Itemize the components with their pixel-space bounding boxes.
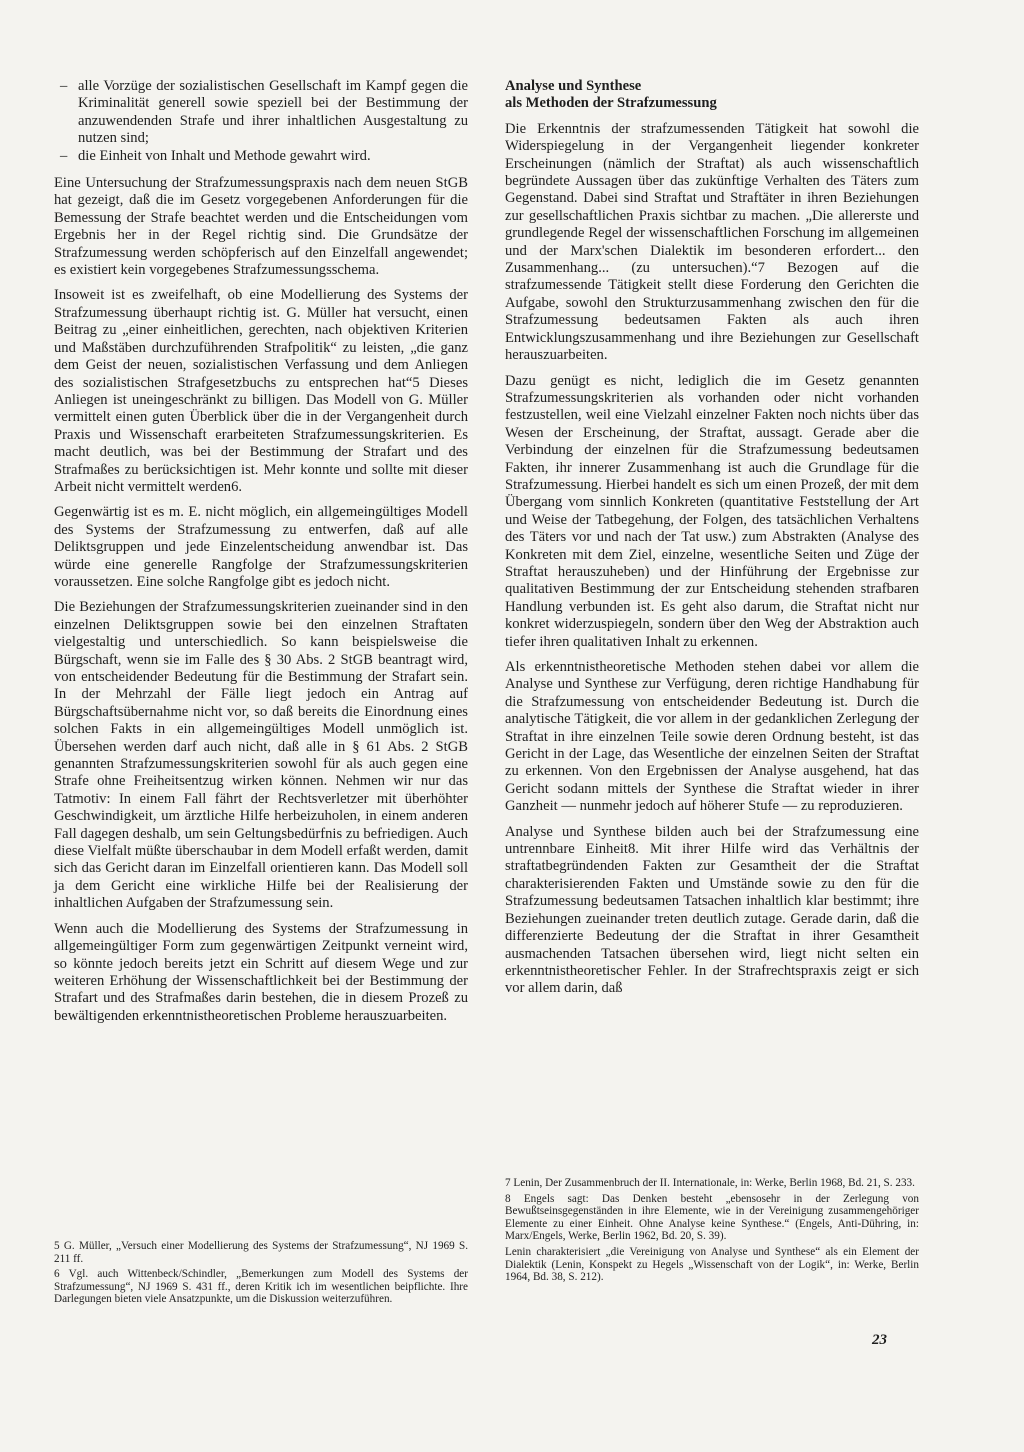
footnote: 5 G. Müller, „Versuch einer Modellierung des Systems der Strafzumessung“, NJ 1969 S. 211 ff. [54,1240,468,1265]
paragraph: Als erkenntnistheoretische Methoden stehen dabei vor allem die Analyse und Synthese zur Verfügung, deren richtige Handhabung für die Strafzumessung von entscheidender Bedeutung ist. Durch die analytische Tätigkeit, die vor allem in der gedanklichen Zerlegung der Straftat in ihre einzelnen Teile sowie deren Ordnung besteht, ist das Gericht in der Lage, das Wesentliche der einzelnen Seiten der Straftat zu erkennen. Von den Ergebnissen der Analyse ausgehend, hat das Gericht sodann mittels der Synthese die Straftat wieder in ihrer Ganzheit — nunmehr jedoch auf höherer Stufe — zu reproduzieren. [505,659,919,815]
left-footnotes [54,1240,468,1309]
bullet-item: – alle Vorzüge der sozialistischen Gesellschaft im Kampf gegen die Kriminalität generell sowie speziell bei der Bestimmung der anzuwendenden Strafe und ihrer inhaltlichen Ausgestaltung zu nutzen sind; [54,78,468,148]
footnote: Lenin charakterisiert „die Vereinigung von Analyse und Synthese“ als ein Element der Dialektik (Lenin, Konspekt zu Hegels „Wissenschaft von der Logik“, in: Werke, Berlin 1964, Bd. 38, S. 212). [505,1245,919,1284]
page-number: 23 [872,1332,887,1348]
footnote: 7 Lenin, Der Zusammenbruch der II. Internationale, in: Werke, Berlin 1968, Bd. 21, S. 233. [505,1177,915,1189]
paragraph: Die Erkenntnis der strafzumessenden Tätigkeit hat sowohl die Widerspiegelung in der Vergangenheit liegender konkreter Erscheinungen (nämlich der Straftat) als auch wissenschaftlich begründete Aussagen über das zukünftige Verhalten des Täters zum Gegenstand. Dabei sind Straftat und Straftäter in ihren Beziehungen zur gesellschaftlichen Praxis sichtbar zu machen. „Die allererste und grundlegende Regel der wissenschaftlichen Forschung im allgemeinen und der Marx'schen Dialektik im besonderen erfordert... den Zusammenhang... (zu untersuchen).“7 Bezogen auf die strafzumessende Tätigkeit stellt diese Forderung den Gerichten die Aufgabe, sowohl den Strukturzusammenhang zwischen den für die Strafzumessung bedeutsamen Fakten als auch ihren Entwicklungszusammenhang und ihre Beziehungen zur Gesellschaft herauszuarbeiten. [505,120,919,364]
paragraph: Insoweit ist es zweifelhaft, ob eine Modellierung des Systems der Strafzumessung überhaupt richtig ist. G. Müller hat versucht, einen Beitrag zu „einer einheitlichen, gerechten, nach objektiven Kriterien und Maßstäben durchzuführenden Strafpolitik“ zu leisten, „die ganz dem Geist der neuen, sozialistischen Verfassung und dem Anliegen des sozialistischen Strafgesetzbuchs zu entsprechen hat“5 Dieses Anliegen ist uneingeschränkt zu billigen. Das Modell von G. Müller vermittelt einen guten Überblick über die in der Vergangenheit durch Praxis und Wissenschaft erarbeiteten Strafzumessungskriterien. Es macht deutlich, was bei der Bestimmung der Strafart und des Strafmaßes zu berücksichtigen ist. Mehr konnte und sollte mit dieser Arbeit nicht vermittelt werden6. [54,287,468,495]
bullet-list [54,78,468,165]
paragraph: Analyse und Synthese bilden auch bei der Strafzumessung eine untrennbare Einheit8. Mit ihrer Hilfe wird das Verhältnis der straftatbegründenden Fakten zur Gesamtheit der die Straftat charakterisierenden Fakten und Umstände sowie zu den für die Strafzumessung bedeutsamen Tatsachen inhaltlich klar bestimmt; ihre Beziehungen zueinander treten deutlich zutage. Gerade darin, daß die differenzierte Bedeutung der die Straftat in ihrer Gesamtheit ausmachenden Tatsachen übersehen wird, liegt nicht selten ein erkenntnistheoretischer Fehler. In der Strafrechtspraxis zeigt er sich vor allem darin, daß [505,823,919,997]
section-heading-line: Analyse und Synthese [505,78,642,94]
right-column [505,78,919,1006]
paragraph: Die Beziehungen der Strafzumessungskriterien zueinander sind in den einzelnen Deliktsgruppen sowie bei den einzelnen Straftaten vielgestaltig und unterschiedlich. So kann beispielsweise die Bürgschaft, wenn sie im Falle des § 30 Abs. 2 StGB beantragt wird, von entscheidender Bedeutung für die Bestimmung der Strafart sein. In der Mehrzahl der Fälle liegt jedoch ein Antrag auf Bürgschaftsübernahme nicht vor, so daß bereits die Einordnung eines solchen Fakts in ein allgemeingültiges Modell unmöglich ist. Übersehen werden darf auch nicht, daß alle in § 61 Abs. 2 StGB genannten Strafzumessungskriterien sowohl für als auch gegen eine Strafe ohne Freiheitsentzug wirken können. Nehmen wir nur das Tatmotiv: In einem Fall fährt der Rechtsverletzer mit überhöhter Geschwindigkeit, um ärztliche Hilfe herbeizuholen, in einem anderen Fall dagegen deshalb, um sein Geltungsbedürfnis zu befriedigen. Auch diese Vielfalt müßte überschaubar in dem Modell erfaßt werden, damit sich das Gericht daran im Einzelfall orientieren kann. Das Modell soll ja dem Gericht eine wirkliche Hilfe bei der Realisierung der inhaltlichen Aufgaben der Strafzumessung sein. [54,599,468,912]
section-heading-line: als Methoden der Strafzumessung [505,95,717,112]
bullet-item: – die Einheit von Inhalt und Methode gewahrt wird. [54,148,468,165]
paragraph: Eine Untersuchung der Strafzumessungspraxis nach dem neuen StGB hat gezeigt, daß die im Gesetz vorgegebenen Anforderungen für die Bemessung der Strafe beachtet werden und die Entscheidungen vom Ergebnis her in der Regel richtig sind. Die Grundsätze der Strafzumessung werden schöpferisch auf den Einzelfall angewendet; es existiert kein vorgegebenes Strafzumessungsschema. [54,175,468,279]
paragraph: Dazu genügt es nicht, lediglich die im Gesetz genannten Strafzumessungskriterien als vorhanden oder nicht vorhanden festzustellen, weil eine Vielzahl einzelner Fakten noch nichts über das Wesen der Erscheinung, der Straftat, aussagt. Gerade aber die Verbindung der einzelnen für die Strafzumessung bedeutsamen Fakten, ihr innerer Zusammenhang ist auch die Grundlage für die Strafzumessung. Hierbei handelt es sich um einen Prozeß, der mit dem Übergang vom sinnlich Konkreten (quantitative Feststellung der Art und Weise der Tatbegehung, der Folgen, des tatsächlichen Verhaltens des Täters vor und nach der Tat usw.) zum Abstrakten (Analyse des Konkreten mit dem Ziel, einzelne, wesentliche Seiten und Züge der Straftat herauszuheben) und der Hinführung der Ergebnisse zur qualitativen Bestimmung der zur Entscheidung stehenden strafbaren Handlung verbunden ist. Es geht also darum, die Straftat nicht nur konkret widerzuspiegeln, sondern über den Weg der Abstraktion auch tiefer ihren qualitativen Inhalt zu erkennen. [505,372,919,650]
paragraph: Wenn auch die Modellierung des Systems der Strafzumessung in allgemeingültiger Form zum gegenwärtigen Zeitpunkt verneint wird, so könnte jedoch bereits jetzt ein Schritt auf diesem Wege und zur weiteren Erhöhung der Wissenschaftlichkeit bei der Bestimmung der Strafart und des Strafmaßes darin bestehen, die in diesem Prozeß zu bewältigenden erkenntnistheoretischen Probleme herauszuarbeiten. [54,920,468,1024]
left-column [54,78,468,1033]
paragraph: Gegenwärtig ist es m. E. nicht möglich, ein allgemeingültiges Modell des Systems der Strafzumessung zu entwerfen, daß auf alle Deliktsgruppen und jede Einzelentscheidung anwendbar ist. Das würde eine generelle Rangfolge der Strafzumessungskriterien voraussetzen. Eine solche Rangfolge gibt es jedoch nicht. [54,504,468,590]
right-footnotes [505,1177,919,1287]
footnote: 8 Engels sagt: Das Denken besteht „ebensosehr in der Zerlegung von Bewußtseinsgegenständen in ihre Elemente, wie in der Vereinigung zusammengehöriger Elemente zu einer Einheit. Ohne Analyse keine Synthese.“ (Engels, Anti-Dühring, in: Marx/Engels, Werke, Berlin 1962, Bd. 20, S. 39). [505,1192,919,1243]
footnote: 6 Vgl. auch Wittenbeck/Schindler, „Bemerkungen zum Modell des Systems der Strafzumessung“, NJ 1969 S. 431 ff., deren Kritik ich im wesentlichen beipflichte. Ihre Darlegungen bieten viele Ansatzpunkte, um die Diskussion weiterzuführen. [54,1268,468,1306]
section-heading [505,78,919,113]
